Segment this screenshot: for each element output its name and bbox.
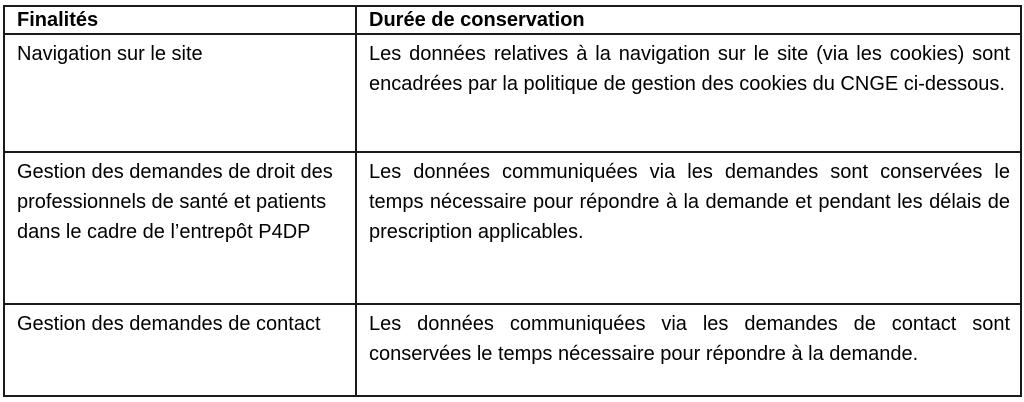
purpose-cell: Gestion des demandes de droit des professionnels de santé et patients dans le cadre de l’entrepôt P4DP bbox=[4, 152, 356, 304]
purpose-cell: Gestion des demandes de contact bbox=[4, 304, 356, 396]
table-header-row bbox=[4, 6, 1021, 34]
table-row bbox=[4, 152, 1021, 304]
purpose-cell: Navigation sur le site bbox=[4, 34, 356, 152]
retention-cell: Les données communiquées via les demandes sont conservées le temps nécessaire pour répondre à la demande et pendant les délais de prescription applicables. bbox=[356, 152, 1021, 304]
retention-cell: Les données relatives à la navigation sur le site (via les cookies) sont encadrées par la politique de gestion des cookies du CNGE ci-dessous. bbox=[356, 34, 1021, 152]
table-row bbox=[4, 304, 1021, 396]
header-purposes: Finalités bbox=[4, 6, 356, 34]
header-retention-period: Durée de conservation bbox=[356, 6, 1021, 34]
table-row bbox=[4, 34, 1021, 152]
retention-cell: Les données communiquées via les demandes de contact sont conservées le temps nécessaire pour répondre à la demande. bbox=[356, 304, 1021, 396]
retention-table bbox=[3, 5, 1022, 397]
